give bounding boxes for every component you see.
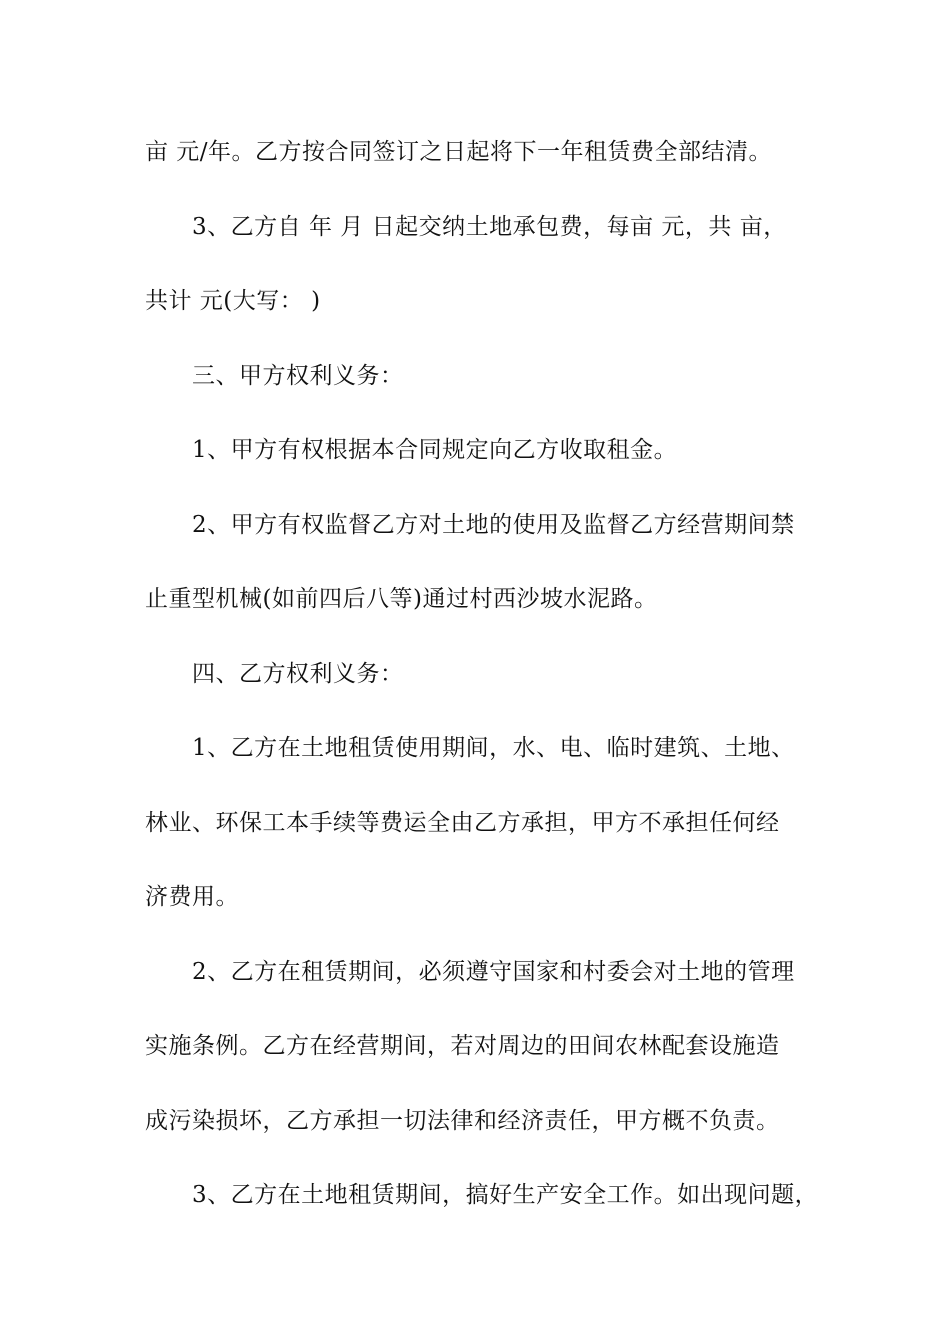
section-heading: 三、甲方权利义务： xyxy=(192,363,404,389)
text-line: 实施条例。乙方在经营期间，若对周边的田间农林配套设施造 xyxy=(145,1033,780,1059)
text-line: 共计 元(大写： ) xyxy=(145,288,321,314)
text-line: 2、乙方在租赁期间，必须遵守国家和村委会对土地的管理 xyxy=(192,959,795,985)
text-line: 止重型机械(如前四后八等)通过村西沙坡水泥路。 xyxy=(145,586,658,612)
text-line: 亩 元/年。乙方按合同签订之日起将下一年租赁费全部结清。 xyxy=(145,139,773,165)
text-line: 林业、环保工本手续等费运全由乙方承担，甲方不承担任何经 xyxy=(145,810,780,836)
text-line: 成污染损坏，乙方承担一切法律和经济责任，甲方概不负责。 xyxy=(145,1108,780,1134)
text-line: 3、乙方在土地租赁期间，搞好生产安全工作。如出现问题， xyxy=(192,1182,819,1208)
text-line: 1、甲方有权根据本合同规定向乙方收取租金。 xyxy=(192,437,678,463)
text-line: 1、乙方在土地租赁使用期间，水、电、临时建筑、土地、 xyxy=(192,735,795,761)
text-line: 济费用。 xyxy=(145,884,239,910)
text-line: 3、乙方自 年 月 日起交纳土地承包费，每亩 元，共 亩， xyxy=(192,214,787,240)
text-line: 2、甲方有权监督乙方对土地的使用及监督乙方经营期间禁 xyxy=(192,512,795,538)
section-heading: 四、乙方权利义务： xyxy=(192,661,404,687)
